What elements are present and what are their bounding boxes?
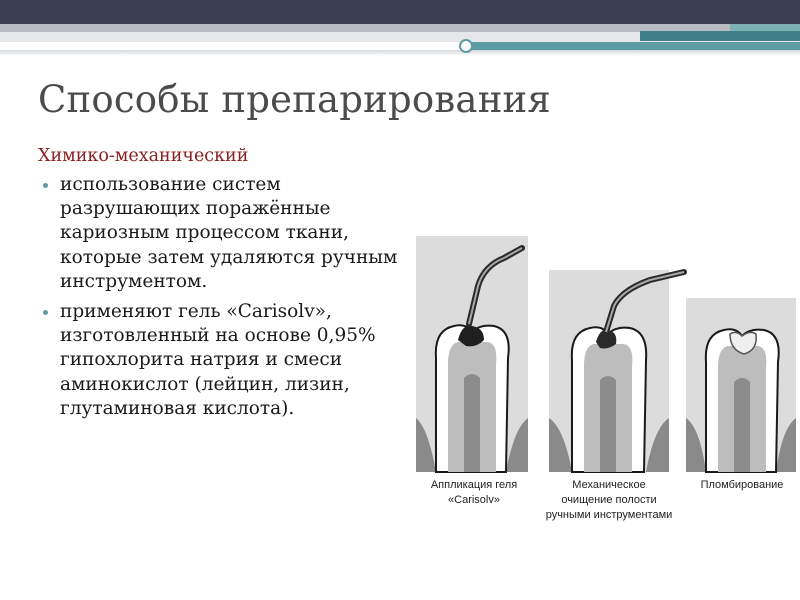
bullet-list — [40, 173, 400, 427]
bullet-dot-icon — [43, 183, 48, 188]
bullet-item — [40, 173, 400, 294]
caption-filling: Пломбирование — [700, 479, 784, 491]
panel-3-tooth-pulp — [734, 378, 750, 472]
panel-mechanical-cleaning — [549, 270, 684, 472]
header-dark-stripe — [0, 0, 800, 24]
header-divider-dot — [459, 39, 473, 53]
panel-1-tooth-pulp — [464, 374, 480, 472]
bullet-item — [40, 300, 400, 421]
panel-filling — [686, 298, 796, 472]
tooth-illustration — [414, 228, 800, 548]
header-teal-accent-bottom — [471, 42, 800, 50]
caption-gel-application: Аппликация геля «Carisolv» — [430, 479, 518, 506]
slide-subtitle: Химико-механический — [38, 146, 249, 166]
slide-title: Способы препарирования — [38, 78, 551, 121]
header-shadow — [0, 50, 800, 56]
bullet-text: использование систем разрушающих поражённые кариозным процессом ткани, которые затем удаляются ручным инструментом. — [60, 174, 398, 292]
header-teal-accent-mid — [640, 31, 800, 41]
bullet-text: применяют гель «Carisolv», изготовленный на основе 0,95% гипохлорита натрия и смеси аминокислот (лейцин, лизин, глутаминовая кислота). — [60, 301, 376, 419]
header-decoration — [0, 0, 800, 58]
panel-2-tooth-pulp — [600, 376, 616, 472]
bullet-dot-icon — [43, 310, 48, 315]
panel-gel-application — [416, 236, 528, 472]
caption-mechanical-cleaning: Механическое очищение полости ручными инструментами — [545, 479, 673, 521]
